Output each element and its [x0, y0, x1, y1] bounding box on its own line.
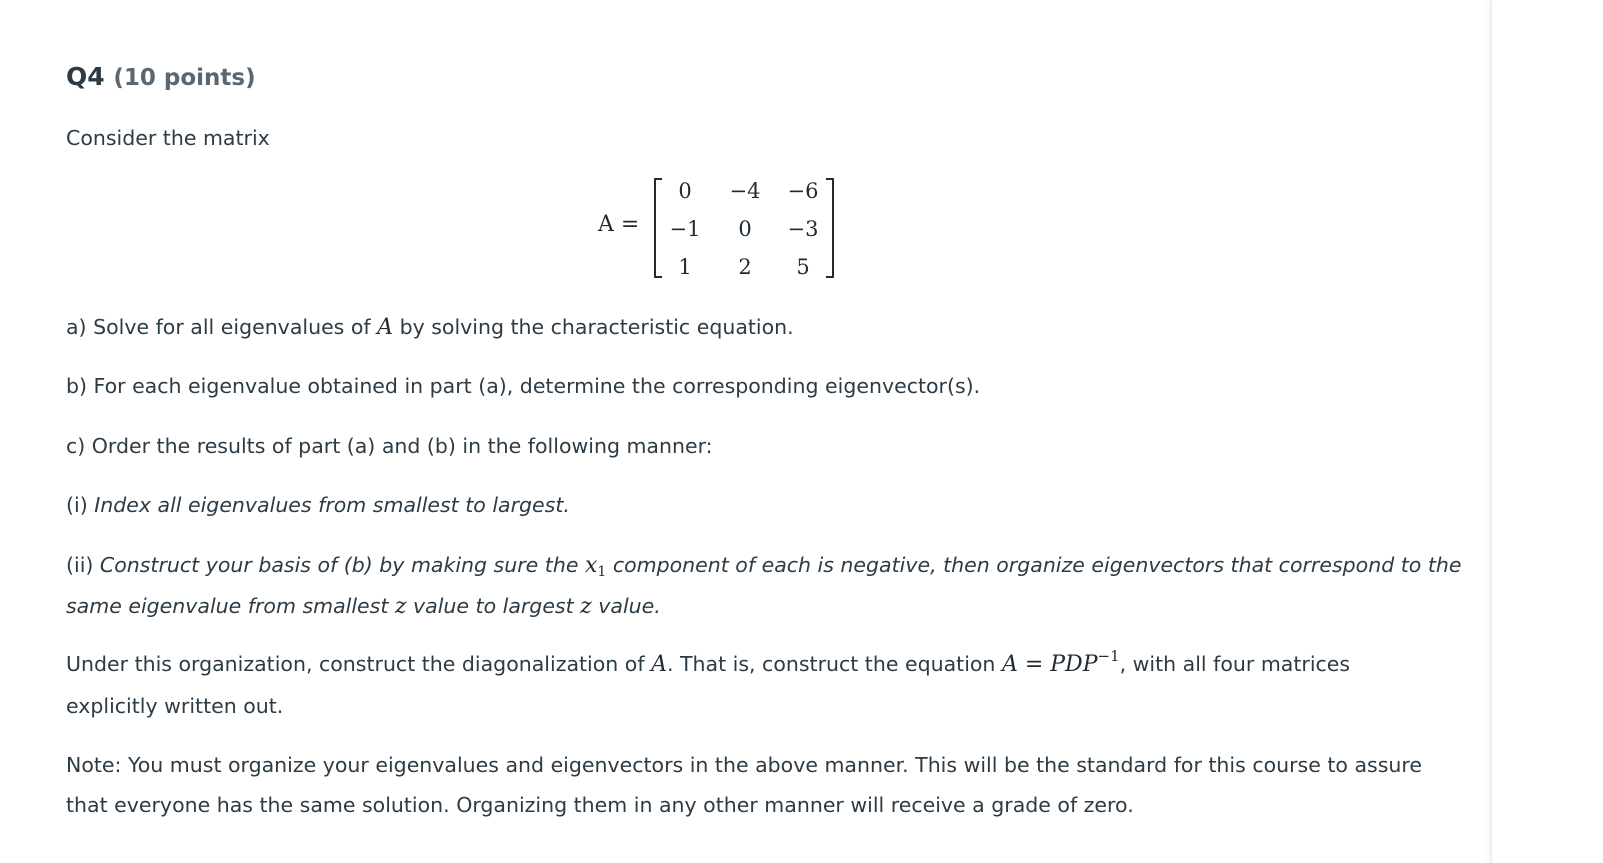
part-b: b) For each eigenvalue obtained in part (a), determine the corresponding eigenvector(s). — [66, 374, 981, 398]
step-ii-line-2 — [66, 585, 661, 628]
part-a-var: A — [377, 315, 394, 340]
step-ii-line2-c: value. — [591, 594, 661, 618]
step-ii-line2-a: same eigenvalue from smallest — [66, 594, 395, 618]
part-a-text-before: a) Solve for all eigenvalues of — [66, 315, 378, 339]
part-a-text-after: by solving the characteristic equation. — [393, 315, 794, 339]
diag-eq-lhs: A — [1001, 652, 1018, 677]
diag-eq-exp: −1 — [1097, 647, 1120, 665]
diag-eq-sign: = — [1017, 652, 1051, 677]
step-ii-z2: z — [580, 594, 592, 619]
matrix-cell: −1 — [669, 217, 701, 241]
matrix-cell: 0 — [738, 217, 752, 241]
step-ii-label: (ii) — [66, 553, 100, 577]
step-ii-sub: 1 — [597, 564, 607, 580]
right-sidebar-panel — [1490, 0, 1603, 863]
matrix-cell: −6 — [787, 179, 819, 203]
note-line-1: Note: You must organize your eigenvalues and eigenvectors in the above manner. This will be the standard for this course to assure — [66, 753, 1422, 777]
part-a — [66, 306, 794, 349]
diag-eq-rhs: PDP — [1050, 652, 1098, 677]
step-ii-line-1 — [66, 544, 1461, 587]
matrix-cell: 5 — [796, 255, 810, 279]
step-i — [66, 484, 570, 526]
step-ii-z1: z — [394, 594, 407, 619]
diag-after: , with all four matrices — [1119, 652, 1351, 676]
step-i-text: Index all eigenvalues from smallest to largest. — [94, 493, 570, 517]
matrix-display — [598, 172, 848, 284]
diag-line-1 — [66, 643, 1350, 686]
step-ii-text-1: Construct your basis of (b) by making sure the — [99, 553, 585, 577]
question-number: Q4 — [66, 62, 105, 91]
part-c: c) Order the results of part (a) and (b) in the following manner: — [66, 434, 713, 458]
step-ii-var: x — [584, 553, 598, 578]
step-ii-text-2: component of each is negative, then organize eigenvectors that correspond to the — [606, 553, 1462, 577]
diag-before: Under this organization, construct the diagonalization of — [66, 652, 652, 676]
step-i-label: (i) — [66, 493, 95, 517]
note-line-2: that everyone has the same solution. Organizing them in any other manner will receive a grade of zero. — [66, 793, 1134, 817]
diag-var: A — [651, 652, 667, 677]
matrix-lhs: A = — [598, 212, 640, 237]
diag-mid: . That is, construct the equation — [666, 652, 1002, 676]
step-ii-line2-b: value to largest — [406, 594, 581, 618]
matrix-cell: −3 — [787, 217, 819, 241]
question-points: (10 points) — [113, 65, 256, 91]
matrix-cell: 1 — [678, 255, 692, 279]
diag-line-2: explicitly written out. — [66, 694, 284, 718]
matrix-cell: 0 — [678, 179, 692, 203]
matrix-cell: 2 — [738, 255, 752, 279]
intro-text: Consider the matrix — [66, 126, 270, 150]
question-header — [66, 62, 256, 91]
matrix-right-bracket — [826, 178, 834, 278]
matrix-cell: −4 — [729, 179, 761, 203]
